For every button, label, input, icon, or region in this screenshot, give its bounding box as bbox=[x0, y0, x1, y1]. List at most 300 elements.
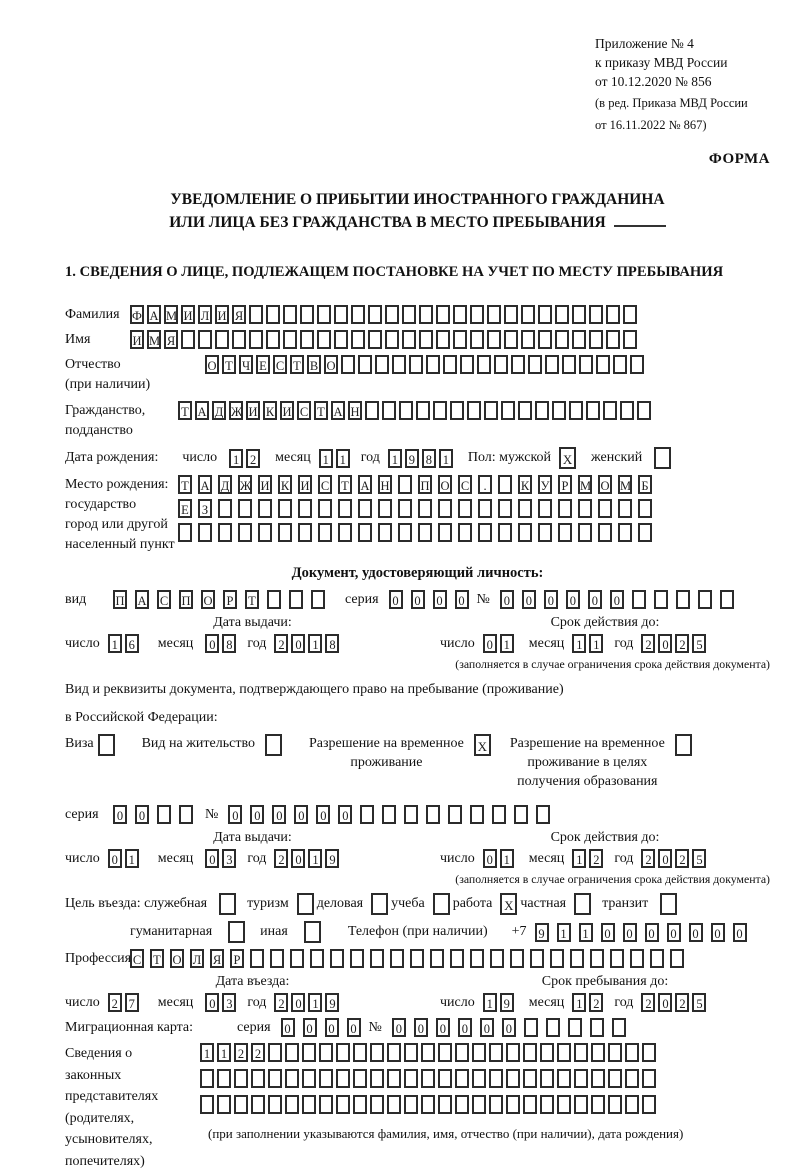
char-cell[interactable] bbox=[484, 401, 498, 420]
char-cell[interactable]: С bbox=[297, 401, 311, 420]
char-cell[interactable] bbox=[382, 401, 396, 420]
char-cell[interactable] bbox=[387, 1095, 401, 1114]
char-cell[interactable] bbox=[317, 305, 331, 324]
char-cell[interactable]: 0 bbox=[480, 1018, 494, 1037]
char-cell[interactable]: 0 bbox=[389, 590, 403, 609]
char-cell[interactable]: 0 bbox=[250, 805, 264, 824]
char-cell[interactable] bbox=[283, 330, 297, 349]
char-cell[interactable] bbox=[302, 1095, 316, 1114]
char-cell[interactable] bbox=[217, 1095, 231, 1114]
char-cell[interactable] bbox=[370, 1095, 384, 1114]
char-cell[interactable] bbox=[490, 949, 504, 968]
char-cell[interactable] bbox=[353, 1095, 367, 1114]
char-cell[interactable] bbox=[438, 1043, 452, 1062]
char-cell[interactable]: О bbox=[205, 355, 219, 374]
char-cell[interactable] bbox=[489, 1095, 503, 1114]
char-cell[interactable]: 1 bbox=[217, 1043, 231, 1062]
char-cell[interactable]: 2 bbox=[274, 849, 288, 868]
char-cell[interactable] bbox=[238, 523, 252, 542]
char-cell[interactable]: Л bbox=[198, 305, 212, 324]
char-cell[interactable] bbox=[586, 401, 600, 420]
char-cell[interactable]: Ч bbox=[239, 355, 253, 374]
char-cell[interactable] bbox=[642, 1095, 656, 1114]
char-cell[interactable]: 0 bbox=[228, 805, 242, 824]
char-cell[interactable]: Р bbox=[223, 590, 237, 609]
char-cell[interactable] bbox=[398, 499, 412, 518]
char-cell[interactable] bbox=[270, 949, 284, 968]
char-cell[interactable] bbox=[404, 1043, 418, 1062]
char-cell[interactable] bbox=[523, 1043, 537, 1062]
char-cell[interactable] bbox=[438, 1095, 452, 1114]
char-cell[interactable]: 2 bbox=[675, 993, 689, 1012]
char-cell[interactable] bbox=[336, 1095, 350, 1114]
char-cell[interactable] bbox=[498, 523, 512, 542]
char-cell[interactable]: 1 bbox=[308, 849, 322, 868]
char-cell[interactable]: А bbox=[195, 401, 209, 420]
char-cell[interactable] bbox=[267, 590, 281, 609]
char-cell[interactable] bbox=[676, 590, 690, 609]
char-cell[interactable] bbox=[382, 805, 396, 824]
char-cell[interactable] bbox=[298, 499, 312, 518]
char-cell[interactable]: Я bbox=[164, 330, 178, 349]
char-cell[interactable] bbox=[421, 1095, 435, 1114]
char-cell[interactable] bbox=[642, 1043, 656, 1062]
checkbox-cell[interactable] bbox=[219, 893, 236, 915]
char-cell[interactable] bbox=[455, 1069, 469, 1088]
char-cell[interactable] bbox=[336, 1043, 350, 1062]
char-cell[interactable]: 0 bbox=[281, 1018, 295, 1037]
char-cell[interactable]: 1 bbox=[308, 993, 322, 1012]
char-cell[interactable] bbox=[450, 949, 464, 968]
checkbox-cell[interactable] bbox=[371, 893, 388, 915]
char-cell[interactable] bbox=[278, 523, 292, 542]
char-cell[interactable]: У bbox=[538, 475, 552, 494]
char-cell[interactable]: 0 bbox=[316, 805, 330, 824]
char-cell[interactable]: Т bbox=[314, 401, 328, 420]
char-cell[interactable]: 0 bbox=[205, 993, 219, 1012]
char-cell[interactable] bbox=[557, 1043, 571, 1062]
char-cell[interactable]: 0 bbox=[645, 923, 659, 942]
char-cell[interactable] bbox=[178, 523, 192, 542]
char-cell[interactable]: Д bbox=[212, 401, 226, 420]
char-cell[interactable] bbox=[300, 330, 314, 349]
char-cell[interactable] bbox=[409, 355, 423, 374]
char-cell[interactable]: 0 bbox=[205, 634, 219, 653]
char-cell[interactable]: А bbox=[147, 305, 161, 324]
char-cell[interactable]: О bbox=[438, 475, 452, 494]
char-cell[interactable] bbox=[524, 1018, 538, 1037]
char-cell[interactable]: 1 bbox=[572, 849, 586, 868]
char-cell[interactable]: А bbox=[358, 475, 372, 494]
char-cell[interactable]: Т bbox=[178, 401, 192, 420]
char-cell[interactable]: А bbox=[331, 401, 345, 420]
char-cell[interactable] bbox=[250, 949, 264, 968]
char-cell[interactable] bbox=[268, 1095, 282, 1114]
checkbox-cell[interactable]: X bbox=[559, 447, 576, 469]
char-cell[interactable] bbox=[558, 499, 572, 518]
char-cell[interactable] bbox=[590, 1018, 604, 1037]
char-cell[interactable] bbox=[370, 1069, 384, 1088]
char-cell[interactable] bbox=[375, 355, 389, 374]
char-cell[interactable]: О bbox=[598, 475, 612, 494]
checkbox-cell[interactable]: X bbox=[474, 734, 491, 756]
char-cell[interactable] bbox=[433, 401, 447, 420]
char-cell[interactable]: 1 bbox=[336, 449, 350, 468]
char-cell[interactable] bbox=[478, 499, 492, 518]
char-cell[interactable] bbox=[436, 305, 450, 324]
char-cell[interactable]: 1 bbox=[439, 449, 453, 468]
char-cell[interactable]: 2 bbox=[675, 849, 689, 868]
char-cell[interactable] bbox=[319, 1069, 333, 1088]
char-cell[interactable]: К bbox=[278, 475, 292, 494]
char-cell[interactable] bbox=[358, 355, 372, 374]
char-cell[interactable] bbox=[378, 499, 392, 518]
char-cell[interactable] bbox=[387, 1043, 401, 1062]
char-cell[interactable] bbox=[310, 949, 324, 968]
char-cell[interactable]: 9 bbox=[500, 993, 514, 1012]
char-cell[interactable] bbox=[504, 305, 518, 324]
char-cell[interactable] bbox=[319, 1043, 333, 1062]
char-cell[interactable] bbox=[234, 1069, 248, 1088]
char-cell[interactable] bbox=[319, 1095, 333, 1114]
char-cell[interactable] bbox=[589, 305, 603, 324]
char-cell[interactable]: 9 bbox=[325, 993, 339, 1012]
char-cell[interactable]: 0 bbox=[658, 634, 672, 653]
char-cell[interactable] bbox=[494, 355, 508, 374]
char-cell[interactable]: С bbox=[458, 475, 472, 494]
char-cell[interactable] bbox=[574, 1043, 588, 1062]
char-cell[interactable] bbox=[538, 499, 552, 518]
char-cell[interactable]: 0 bbox=[135, 805, 149, 824]
char-cell[interactable]: Т bbox=[245, 590, 259, 609]
char-cell[interactable]: М bbox=[164, 305, 178, 324]
char-cell[interactable]: 0 bbox=[500, 590, 514, 609]
char-cell[interactable] bbox=[365, 401, 379, 420]
char-cell[interactable] bbox=[300, 305, 314, 324]
char-cell[interactable]: 0 bbox=[205, 849, 219, 868]
char-cell[interactable]: 2 bbox=[246, 449, 260, 468]
char-cell[interactable] bbox=[538, 305, 552, 324]
char-cell[interactable]: Я bbox=[210, 949, 224, 968]
char-cell[interactable] bbox=[596, 355, 610, 374]
char-cell[interactable] bbox=[318, 523, 332, 542]
char-cell[interactable] bbox=[418, 499, 432, 518]
char-cell[interactable]: 0 bbox=[113, 805, 127, 824]
checkbox-cell[interactable] bbox=[228, 921, 245, 943]
char-cell[interactable]: А bbox=[198, 475, 212, 494]
char-cell[interactable] bbox=[546, 1018, 560, 1037]
char-cell[interactable]: 0 bbox=[414, 1018, 428, 1037]
char-cell[interactable] bbox=[492, 805, 506, 824]
char-cell[interactable] bbox=[351, 330, 365, 349]
char-cell[interactable]: . bbox=[478, 475, 492, 494]
char-cell[interactable] bbox=[368, 305, 382, 324]
char-cell[interactable] bbox=[298, 523, 312, 542]
char-cell[interactable] bbox=[720, 590, 734, 609]
char-cell[interactable] bbox=[557, 1095, 571, 1114]
char-cell[interactable] bbox=[518, 523, 532, 542]
char-cell[interactable] bbox=[610, 949, 624, 968]
char-cell[interactable] bbox=[562, 355, 576, 374]
char-cell[interactable] bbox=[612, 1018, 626, 1037]
char-cell[interactable]: 0 bbox=[483, 849, 497, 868]
char-cell[interactable]: 0 bbox=[325, 1018, 339, 1037]
char-cell[interactable] bbox=[421, 1043, 435, 1062]
char-cell[interactable] bbox=[540, 1043, 554, 1062]
char-cell[interactable] bbox=[450, 401, 464, 420]
char-cell[interactable]: С bbox=[318, 475, 332, 494]
char-cell[interactable] bbox=[458, 499, 472, 518]
char-cell[interactable] bbox=[404, 1069, 418, 1088]
char-cell[interactable] bbox=[521, 305, 535, 324]
char-cell[interactable]: 0 bbox=[455, 590, 469, 609]
char-cell[interactable]: 0 bbox=[458, 1018, 472, 1037]
char-cell[interactable]: Ф bbox=[130, 305, 144, 324]
char-cell[interactable] bbox=[426, 805, 440, 824]
char-cell[interactable] bbox=[358, 499, 372, 518]
checkbox-cell[interactable] bbox=[654, 447, 671, 469]
char-cell[interactable] bbox=[398, 523, 412, 542]
char-cell[interactable]: 1 bbox=[589, 634, 603, 653]
char-cell[interactable]: 0 bbox=[291, 849, 305, 868]
char-cell[interactable]: А bbox=[135, 590, 149, 609]
char-cell[interactable] bbox=[157, 805, 171, 824]
char-cell[interactable] bbox=[642, 1069, 656, 1088]
char-cell[interactable]: 1 bbox=[500, 849, 514, 868]
char-cell[interactable] bbox=[625, 1069, 639, 1088]
char-cell[interactable]: Д bbox=[218, 475, 232, 494]
char-cell[interactable] bbox=[334, 330, 348, 349]
char-cell[interactable]: 2 bbox=[234, 1043, 248, 1062]
char-cell[interactable] bbox=[458, 523, 472, 542]
char-cell[interactable] bbox=[535, 401, 549, 420]
char-cell[interactable] bbox=[613, 355, 627, 374]
char-cell[interactable]: 1 bbox=[557, 923, 571, 942]
char-cell[interactable] bbox=[318, 499, 332, 518]
char-cell[interactable]: 7 bbox=[125, 993, 139, 1012]
char-cell[interactable]: 3 bbox=[222, 993, 236, 1012]
char-cell[interactable]: 0 bbox=[588, 590, 602, 609]
char-cell[interactable]: 0 bbox=[601, 923, 615, 942]
char-cell[interactable] bbox=[578, 523, 592, 542]
char-cell[interactable]: С bbox=[157, 590, 171, 609]
char-cell[interactable] bbox=[608, 1043, 622, 1062]
char-cell[interactable] bbox=[266, 330, 280, 349]
char-cell[interactable]: Ж bbox=[229, 401, 243, 420]
char-cell[interactable] bbox=[598, 499, 612, 518]
char-cell[interactable] bbox=[410, 949, 424, 968]
char-cell[interactable] bbox=[285, 1069, 299, 1088]
char-cell[interactable] bbox=[557, 1069, 571, 1088]
char-cell[interactable] bbox=[637, 401, 651, 420]
char-cell[interactable] bbox=[453, 305, 467, 324]
char-cell[interactable] bbox=[574, 1095, 588, 1114]
char-cell[interactable] bbox=[438, 1069, 452, 1088]
char-cell[interactable] bbox=[558, 523, 572, 542]
char-cell[interactable] bbox=[470, 805, 484, 824]
char-cell[interactable]: 0 bbox=[610, 590, 624, 609]
char-cell[interactable] bbox=[518, 401, 532, 420]
char-cell[interactable] bbox=[251, 1069, 265, 1088]
char-cell[interactable] bbox=[399, 401, 413, 420]
char-cell[interactable] bbox=[419, 330, 433, 349]
char-cell[interactable]: 0 bbox=[658, 993, 672, 1012]
char-cell[interactable]: 0 bbox=[392, 1018, 406, 1037]
char-cell[interactable] bbox=[590, 949, 604, 968]
char-cell[interactable] bbox=[266, 305, 280, 324]
char-cell[interactable] bbox=[387, 1069, 401, 1088]
char-cell[interactable] bbox=[368, 330, 382, 349]
char-cell[interactable] bbox=[638, 499, 652, 518]
char-cell[interactable] bbox=[570, 949, 584, 968]
char-cell[interactable] bbox=[698, 590, 712, 609]
char-cell[interactable]: 0 bbox=[544, 590, 558, 609]
char-cell[interactable]: Е bbox=[178, 499, 192, 518]
char-cell[interactable]: Т bbox=[338, 475, 352, 494]
char-cell[interactable] bbox=[574, 1069, 588, 1088]
char-cell[interactable]: С bbox=[273, 355, 287, 374]
char-cell[interactable] bbox=[285, 1095, 299, 1114]
char-cell[interactable] bbox=[283, 305, 297, 324]
checkbox-cell[interactable] bbox=[675, 734, 692, 756]
char-cell[interactable] bbox=[350, 949, 364, 968]
char-cell[interactable] bbox=[358, 523, 372, 542]
char-cell[interactable] bbox=[336, 1069, 350, 1088]
char-cell[interactable]: 0 bbox=[658, 849, 672, 868]
char-cell[interactable]: 2 bbox=[641, 993, 655, 1012]
char-cell[interactable]: Т bbox=[178, 475, 192, 494]
checkbox-cell[interactable] bbox=[574, 893, 591, 915]
char-cell[interactable] bbox=[591, 1095, 605, 1114]
char-cell[interactable] bbox=[538, 330, 552, 349]
char-cell[interactable] bbox=[598, 523, 612, 542]
char-cell[interactable]: 2 bbox=[589, 849, 603, 868]
char-cell[interactable]: 2 bbox=[589, 993, 603, 1012]
char-cell[interactable] bbox=[421, 1069, 435, 1088]
char-cell[interactable]: 0 bbox=[338, 805, 352, 824]
char-cell[interactable]: 0 bbox=[433, 590, 447, 609]
char-cell[interactable]: К bbox=[263, 401, 277, 420]
char-cell[interactable] bbox=[589, 330, 603, 349]
char-cell[interactable]: З bbox=[198, 499, 212, 518]
char-cell[interactable] bbox=[472, 1095, 486, 1114]
char-cell[interactable] bbox=[198, 523, 212, 542]
char-cell[interactable]: Я bbox=[232, 305, 246, 324]
char-cell[interactable] bbox=[555, 330, 569, 349]
char-cell[interactable]: 5 bbox=[692, 849, 706, 868]
char-cell[interactable]: 0 bbox=[291, 993, 305, 1012]
char-cell[interactable] bbox=[416, 401, 430, 420]
char-cell[interactable]: Р bbox=[230, 949, 244, 968]
char-cell[interactable]: 2 bbox=[251, 1043, 265, 1062]
char-cell[interactable] bbox=[638, 523, 652, 542]
char-cell[interactable] bbox=[470, 330, 484, 349]
char-cell[interactable] bbox=[501, 401, 515, 420]
char-cell[interactable] bbox=[426, 355, 440, 374]
char-cell[interactable] bbox=[436, 330, 450, 349]
char-cell[interactable] bbox=[540, 1069, 554, 1088]
char-cell[interactable] bbox=[218, 523, 232, 542]
char-cell[interactable]: 1 bbox=[229, 449, 243, 468]
char-cell[interactable] bbox=[453, 330, 467, 349]
char-cell[interactable] bbox=[625, 1043, 639, 1062]
char-cell[interactable] bbox=[506, 1069, 520, 1088]
char-cell[interactable]: 2 bbox=[274, 993, 288, 1012]
char-cell[interactable] bbox=[550, 949, 564, 968]
char-cell[interactable] bbox=[370, 1043, 384, 1062]
char-cell[interactable] bbox=[572, 305, 586, 324]
char-cell[interactable]: 1 bbox=[200, 1043, 214, 1062]
char-cell[interactable] bbox=[200, 1069, 214, 1088]
char-cell[interactable]: 1 bbox=[572, 634, 586, 653]
char-cell[interactable]: 2 bbox=[675, 634, 689, 653]
char-cell[interactable] bbox=[498, 499, 512, 518]
char-cell[interactable]: Е bbox=[256, 355, 270, 374]
char-cell[interactable]: Т bbox=[222, 355, 236, 374]
char-cell[interactable]: Ж bbox=[238, 475, 252, 494]
char-cell[interactable] bbox=[603, 401, 617, 420]
char-cell[interactable]: 1 bbox=[500, 634, 514, 653]
char-cell[interactable] bbox=[338, 499, 352, 518]
char-cell[interactable]: 1 bbox=[572, 993, 586, 1012]
char-cell[interactable]: Б bbox=[638, 475, 652, 494]
char-cell[interactable] bbox=[268, 1043, 282, 1062]
char-cell[interactable] bbox=[477, 355, 491, 374]
char-cell[interactable] bbox=[302, 1043, 316, 1062]
char-cell[interactable]: И bbox=[258, 475, 272, 494]
char-cell[interactable] bbox=[540, 1095, 554, 1114]
char-cell[interactable]: П bbox=[179, 590, 193, 609]
char-cell[interactable]: 8 bbox=[422, 449, 436, 468]
char-cell[interactable]: Т bbox=[290, 355, 304, 374]
char-cell[interactable]: 5 bbox=[692, 993, 706, 1012]
char-cell[interactable] bbox=[606, 330, 620, 349]
char-cell[interactable]: 9 bbox=[405, 449, 419, 468]
char-cell[interactable] bbox=[630, 949, 644, 968]
char-cell[interactable] bbox=[518, 499, 532, 518]
char-cell[interactable]: М bbox=[147, 330, 161, 349]
char-cell[interactable]: О bbox=[324, 355, 338, 374]
char-cell[interactable]: 0 bbox=[502, 1018, 516, 1037]
char-cell[interactable]: 1 bbox=[308, 634, 322, 653]
char-cell[interactable] bbox=[268, 1069, 282, 1088]
char-cell[interactable] bbox=[623, 305, 637, 324]
char-cell[interactable] bbox=[572, 330, 586, 349]
char-cell[interactable] bbox=[470, 305, 484, 324]
char-cell[interactable]: 0 bbox=[733, 923, 747, 942]
char-cell[interactable] bbox=[404, 1095, 418, 1114]
char-cell[interactable] bbox=[402, 305, 416, 324]
char-cell[interactable]: И bbox=[280, 401, 294, 420]
char-cell[interactable]: 1 bbox=[125, 849, 139, 868]
char-cell[interactable] bbox=[455, 1095, 469, 1114]
char-cell[interactable]: Т bbox=[150, 949, 164, 968]
char-cell[interactable] bbox=[215, 330, 229, 349]
char-cell[interactable]: 9 bbox=[535, 923, 549, 942]
char-cell[interactable] bbox=[360, 805, 374, 824]
char-cell[interactable] bbox=[302, 1069, 316, 1088]
checkbox-cell[interactable] bbox=[304, 921, 321, 943]
char-cell[interactable]: В bbox=[307, 355, 321, 374]
char-cell[interactable]: 1 bbox=[388, 449, 402, 468]
char-cell[interactable] bbox=[402, 330, 416, 349]
char-cell[interactable]: 0 bbox=[272, 805, 286, 824]
char-cell[interactable] bbox=[438, 523, 452, 542]
checkbox-cell[interactable] bbox=[433, 893, 450, 915]
char-cell[interactable] bbox=[278, 499, 292, 518]
char-cell[interactable] bbox=[487, 330, 501, 349]
char-cell[interactable] bbox=[618, 523, 632, 542]
